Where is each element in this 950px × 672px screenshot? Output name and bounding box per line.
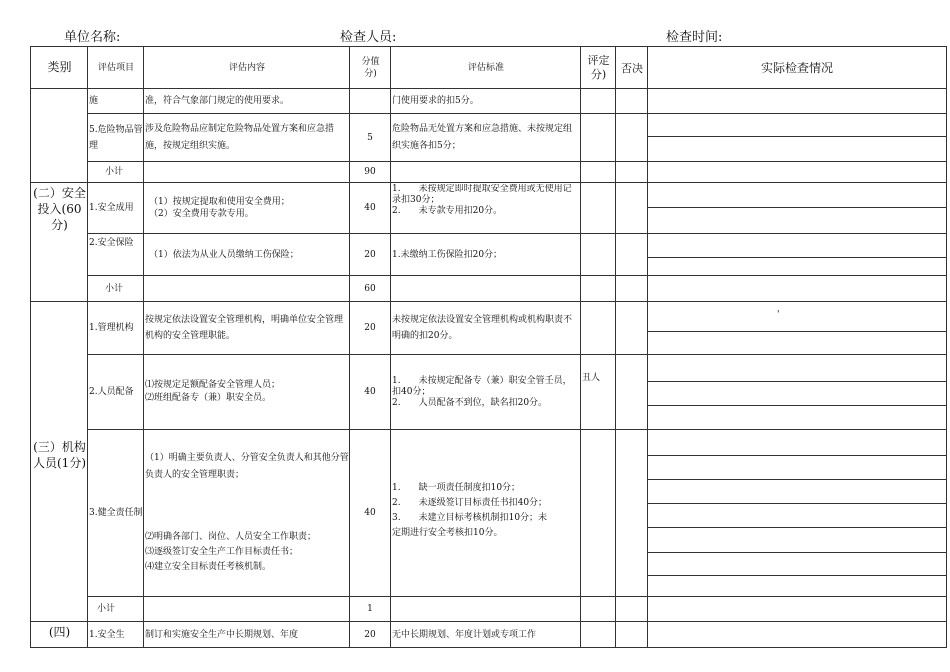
inspector-label: 检查人员: (340, 30, 397, 45)
standard-line: 2. 人员配备不到位，缺名扣20分。 (392, 397, 548, 408)
content-line: （2）安全费用专款专用。 (149, 209, 254, 219)
subtotal-label: 小计 (97, 604, 116, 614)
standard-line: 1. 未按规定即时提取安全费用或无使用记录扣30分； (392, 184, 572, 205)
row-line (88, 596, 946, 597)
item-cell: 1.管理机构 (89, 323, 134, 333)
actual-sub-line (647, 575, 946, 576)
standard-cell: 1.未缴纳工伤保险扣20分； (392, 249, 503, 260)
actual-sub-line (647, 527, 946, 528)
content-line: （1）按规定提取和使用安全费用； (149, 197, 290, 207)
score-cell: 40 (364, 508, 376, 518)
content-cell: 涉及危险物品应制定危险物品处置方案和应急措施，按规定组织实施。 (145, 123, 335, 151)
actual-sub-line (647, 331, 946, 332)
score-cell: 20 (364, 323, 376, 333)
standard-cell (392, 355, 580, 429)
item-cell: 施 (89, 96, 99, 106)
standard-cell: 未按规定依法设置安全管理机构或机构职责不明确的扣20分。 (392, 315, 573, 341)
actual-sub-line (647, 405, 946, 406)
subtotal-score: 1 (367, 604, 373, 614)
content-cell (145, 530, 349, 580)
standard-cell: 门使用要求的扣5分。 (392, 96, 479, 106)
standard-cell: 无中长期规划、年度计划或专项工作 (392, 629, 537, 640)
col-line (87, 47, 88, 647)
standard-cell (392, 481, 580, 551)
category-cell: (二）安全投入(60分) (33, 186, 86, 232)
actual-sub-line (647, 257, 946, 258)
score-cell: 20 (364, 249, 376, 260)
content-cell: 制订和实施安全生产中长期规划、年度 (145, 629, 299, 640)
col-line (615, 47, 616, 647)
score-cell: 20 (364, 629, 376, 640)
col-header-category: 类别 (47, 60, 72, 74)
actual-sub-line (647, 455, 946, 456)
content-cell: 按规定依法设置安全管理机构，明确单位安全管理机构的安全管理职能。 (145, 315, 344, 341)
content-line: ⑴按规定足额配备安全管理人员； (145, 380, 281, 390)
subtotal-label: 小计 (105, 283, 124, 294)
col-line (580, 47, 581, 647)
assessment-table (30, 46, 947, 648)
standard-line: 2. 未专款专用扣20分。 (392, 206, 503, 216)
standard-line: 3. 未建立目标考核机制扣10分；未 (392, 513, 548, 523)
row-line (88, 161, 946, 162)
subtotal-score: 90 (364, 167, 376, 177)
inspect-time-label: 检查时间: (666, 30, 723, 45)
actual-sub-line (647, 207, 946, 208)
content-cell (145, 355, 349, 429)
content-line: ⑵班组配备专（兼）职安全员。 (145, 393, 272, 403)
actual-sub-line (647, 381, 946, 382)
item-cell: 1.安全成用 (89, 203, 134, 213)
col-header-veto: 否决 (621, 61, 643, 75)
col-header-standard: 评估标准 (467, 62, 504, 73)
content-cell: （1）依法为从业人员缴纳工伤保险； (149, 249, 299, 260)
content-line: ⑶逐级签订安全生产工作目标责任书； (145, 547, 299, 557)
col-header-item: 评估项目 (97, 62, 134, 73)
item-cell: 1.安全生 (89, 629, 125, 640)
category-cell: (四) (48, 625, 71, 639)
content-cell (145, 183, 349, 233)
standard-cell: 危险物品无处置方案和应急措施、未按规定组织实施各扣5分； (392, 123, 573, 151)
content-cell: 准，符合气象部门规定的使用要求。 (145, 96, 290, 106)
unit-name-label: 单位名称: (64, 30, 121, 45)
subtotal-label: 小计 (105, 167, 124, 177)
col-header-rated: 评定分) (587, 53, 610, 81)
actual-sub-line (647, 136, 946, 137)
note-mark: ' (777, 310, 780, 320)
content-line: ⑷建立安全目标责任考核机制。 (145, 562, 272, 572)
col-line (647, 47, 648, 647)
score-cell: 40 (364, 203, 376, 213)
content-cell: （1）明确主要负责人、分管安全负责人和其他分管负责人的安全管理职责； (145, 453, 349, 480)
subtotal-score: 60 (364, 283, 376, 294)
rated-cell: 丑人 (582, 373, 601, 383)
row-line (88, 429, 946, 430)
actual-sub-line (647, 479, 946, 480)
standard-line: 2. 未逐级签订目标责任书扣40分； (392, 498, 548, 508)
standard-line: 定期进行安全考核扣10分。 (392, 528, 503, 538)
standard-line: 1. 缺一项责任制度扣10分； (392, 483, 521, 493)
col-header-actual: 实际检查情况 (760, 61, 833, 75)
score-cell: 5 (367, 132, 373, 143)
row-line (88, 275, 946, 276)
actual-sub-line (647, 552, 946, 553)
col-line (143, 47, 144, 647)
item-cell: 2.人员配备 (89, 387, 134, 397)
standard-cell (392, 184, 580, 233)
standard-line: 1. 未按规定配备专（兼）职安全管壬员，扣40分； (392, 375, 572, 397)
content-line: ⑵明确各部门、岗位、人员安全工作职责； (145, 532, 317, 542)
item-cell: 2.安全保险 (89, 238, 134, 248)
item-cell: 5.危险物品管理 (89, 124, 143, 151)
item-cell: 3.健全责任制 (89, 507, 143, 518)
col-header-score: 分值分) (361, 56, 380, 79)
score-cell: 40 (364, 387, 376, 397)
col-line (390, 47, 391, 647)
actual-sub-line (647, 503, 946, 504)
col-header-content: 评估内容 (228, 62, 265, 73)
category-cell: (三）机构人员(1分) (33, 440, 86, 470)
